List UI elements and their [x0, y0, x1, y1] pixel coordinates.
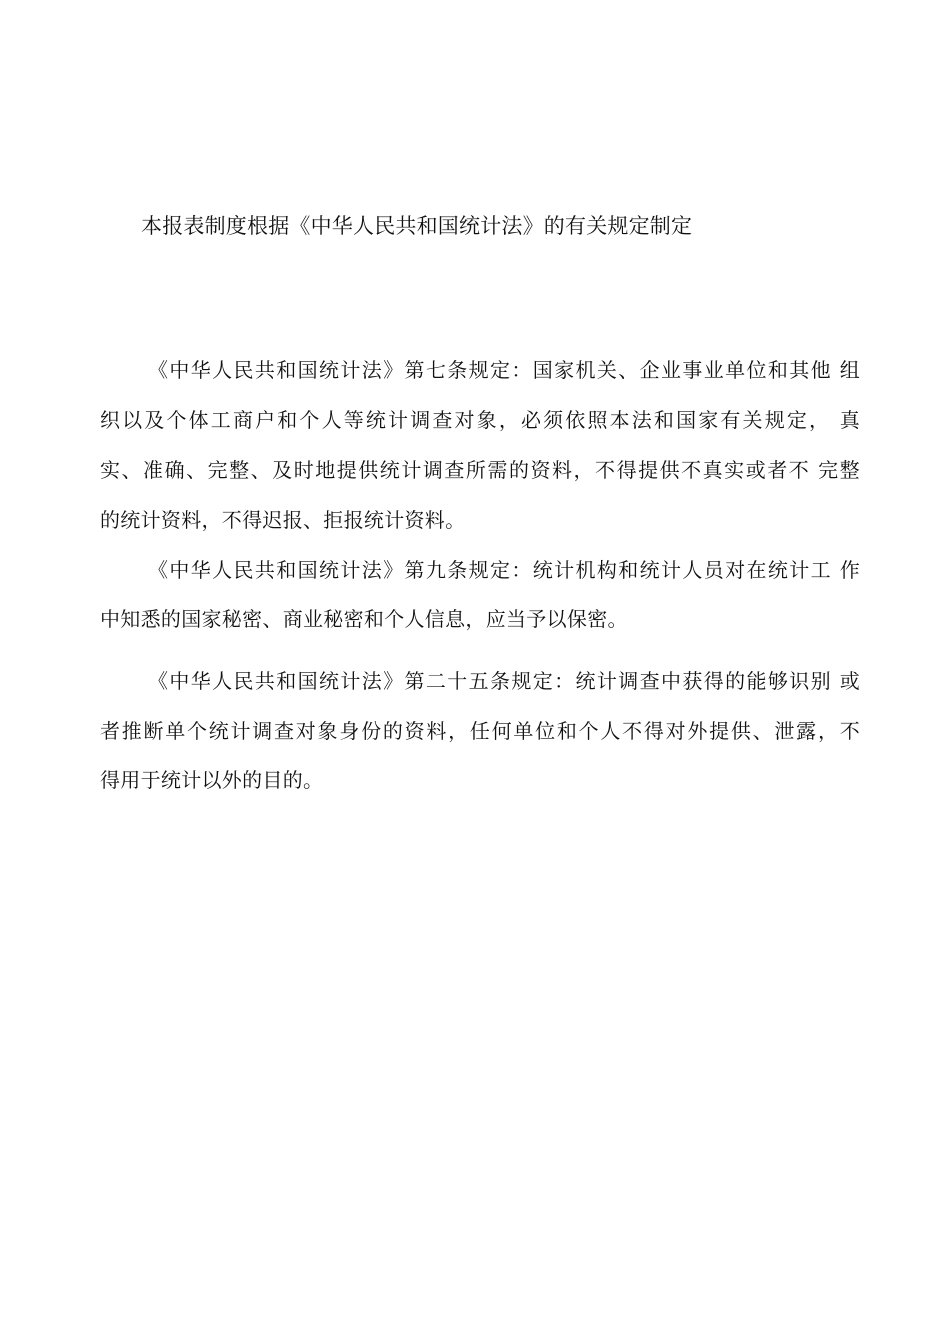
paragraph-line: 《中华人民共和国统计法》第二十五条规定：统计调查中获得的能够识别 或 [148, 669, 860, 693]
paragraph-line: 的统计资料，不得迟报、拒报统计资料。 [100, 508, 466, 532]
paragraph-line: 实、准确、完整、及时地提供统计调查所需的资料，不得提供不真实或者不 完整 [100, 458, 860, 482]
paragraph-line: 《中华人民共和国统计法》第七条规定：国家机关、企业事业单位和其他 组 [148, 358, 860, 382]
paragraph-line: 得用于统计以外的目的。 [100, 768, 324, 792]
paragraph-line: 者推断单个统计调查对象身份的资料，任何单位和个人不得对外提供、泄露，不 [100, 719, 860, 743]
paragraph-line: 织以及个体工商户和个人等统计调查对象，必须依照本法和国家有关规定， 真 [100, 408, 860, 432]
paragraph-line: 《中华人民共和国统计法》第九条规定：统计机构和统计人员对在统计工 作 [148, 558, 860, 582]
document-heading: 本报表制度根据《中华人民共和国统计法》的有关规定制定 [141, 214, 693, 238]
paragraph-line: 中知悉的国家秘密、商业秘密和个人信息，应当予以保密。 [100, 607, 628, 631]
